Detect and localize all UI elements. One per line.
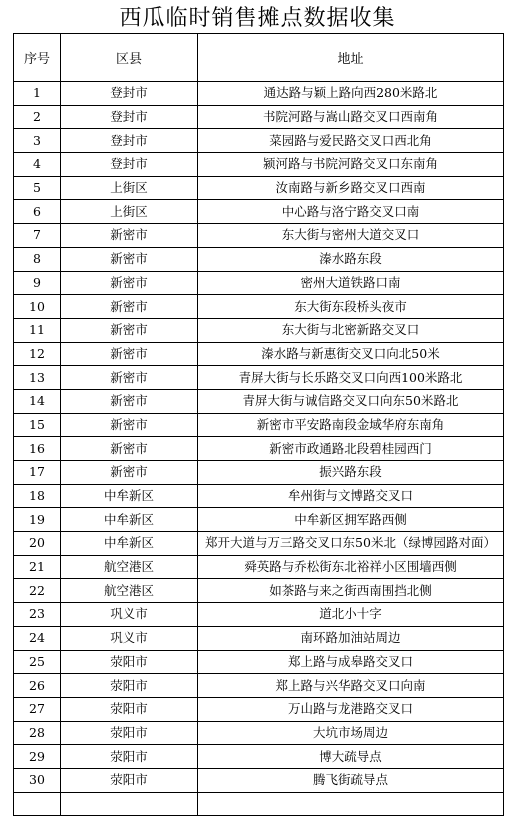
cell-district: 荥阳市: [61, 674, 198, 698]
cell-number: 25: [14, 650, 61, 674]
table-row: [14, 650, 504, 674]
cell-district: 新密市: [61, 342, 198, 366]
cell-address: 中心路与洛宁路交叉口南: [198, 200, 504, 224]
table-row: [14, 129, 504, 153]
cell-district: 新密市: [61, 437, 198, 461]
cell-address: 腾飞街疏导点: [198, 768, 504, 792]
cell-address: 东大街与密州大道交叉口: [198, 224, 504, 248]
cell-district: 新密市: [61, 461, 198, 485]
cell-number: 12: [14, 342, 61, 366]
cell-address: 书院河路与嵩山路交叉口西南角: [198, 105, 504, 129]
cell-district: 荥阳市: [61, 697, 198, 721]
cell-number: 14: [14, 389, 61, 413]
cell-number: 8: [14, 247, 61, 271]
cell-address: 郑上路与成皋路交叉口: [198, 650, 504, 674]
cell-district: 新密市: [61, 271, 198, 295]
cell-number: 5: [14, 176, 61, 200]
cell-district: 中牟新区: [61, 484, 198, 508]
cell-number: 7: [14, 224, 61, 248]
table-row-empty: [14, 792, 504, 816]
table-row: [14, 153, 504, 177]
cell-address: 大坑市场周边: [198, 721, 504, 745]
cell-district: 新密市: [61, 389, 198, 413]
cell-number: 3: [14, 129, 61, 153]
cell-district: 新密市: [61, 224, 198, 248]
cell-number: 1: [14, 82, 61, 106]
cell-district: 登封市: [61, 82, 198, 106]
cell-district: 荥阳市: [61, 650, 198, 674]
table-row: [14, 224, 504, 248]
cell-district: 新密市: [61, 318, 198, 342]
table-row: [14, 484, 504, 508]
table-row: [14, 603, 504, 627]
cell-address: [198, 792, 504, 816]
table-row: [14, 413, 504, 437]
cell-address: 道北小十字: [198, 603, 504, 627]
cell-address: 通达路与颖上路向西280米路北: [198, 82, 504, 106]
cell-district: 登封市: [61, 129, 198, 153]
cell-number: 13: [14, 366, 61, 390]
cell-address: 郑上路与兴华路交叉口向南: [198, 674, 504, 698]
column-header-district: 区县: [61, 34, 198, 82]
cell-address: 新密市平安路南段金域华府东南角: [198, 413, 504, 437]
cell-address: 颍河路与书院河路交叉口东南角: [198, 153, 504, 177]
table-row: [14, 176, 504, 200]
cell-number: 9: [14, 271, 61, 295]
cell-district: 荥阳市: [61, 721, 198, 745]
cell-number: 2: [14, 105, 61, 129]
cell-number: 27: [14, 697, 61, 721]
table-row: [14, 366, 504, 390]
table-row: [14, 508, 504, 532]
table-row: [14, 389, 504, 413]
cell-number: 17: [14, 461, 61, 485]
cell-number: 19: [14, 508, 61, 532]
table-row: [14, 437, 504, 461]
cell-district: 新密市: [61, 413, 198, 437]
cell-district: 巩义市: [61, 603, 198, 627]
cell-address: 如茶路与来之街西南围挡北侧: [198, 579, 504, 603]
table-row: [14, 768, 504, 792]
cell-number: 11: [14, 318, 61, 342]
table-row: [14, 532, 504, 556]
table-row: [14, 295, 504, 319]
cell-address: 中牟新区拥军路西侧: [198, 508, 504, 532]
cell-number: 10: [14, 295, 61, 319]
table-row: [14, 674, 504, 698]
cell-number: 24: [14, 626, 61, 650]
cell-district: 中牟新区: [61, 508, 198, 532]
cell-number: 28: [14, 721, 61, 745]
cell-address: 万山路与龙港路交叉口: [198, 697, 504, 721]
table-row: [14, 318, 504, 342]
cell-number: 29: [14, 745, 61, 769]
cell-district: 上街区: [61, 200, 198, 224]
cell-address: 东大街与北密新路交叉口: [198, 318, 504, 342]
document-title: 西瓜临时销售摊点数据收集: [119, 6, 396, 31]
table-row: [14, 105, 504, 129]
cell-address: 南环路加油站周边: [198, 626, 504, 650]
cell-number: 6: [14, 200, 61, 224]
cell-number: 4: [14, 153, 61, 177]
cell-district: [61, 792, 198, 816]
table-row: [14, 579, 504, 603]
cell-district: 中牟新区: [61, 532, 198, 556]
table-row: [14, 721, 504, 745]
table-row: [14, 271, 504, 295]
cell-district: 航空港区: [61, 579, 198, 603]
cell-address: 溱水路东段: [198, 247, 504, 271]
cell-address: 密州大道铁路口南: [198, 271, 504, 295]
table-row: [14, 461, 504, 485]
cell-address: 新密市政通路北段碧桂园西门: [198, 437, 504, 461]
cell-district: 新密市: [61, 295, 198, 319]
cell-number: 18: [14, 484, 61, 508]
cell-district: 新密市: [61, 366, 198, 390]
table-body: [14, 82, 504, 816]
cell-address: 青屏大街与长乐路交叉口向西100米路北: [198, 366, 504, 390]
cell-number: [14, 792, 61, 816]
cell-number: 16: [14, 437, 61, 461]
cell-district: 登封市: [61, 105, 198, 129]
cell-district: 登封市: [61, 153, 198, 177]
cell-address: 博大疏导点: [198, 745, 504, 769]
table-row: [14, 697, 504, 721]
cell-address-text: 郑开大道与万三路交叉口东50米北（绿博园路对面）: [205, 536, 496, 551]
cell-number: 26: [14, 674, 61, 698]
cell-address: 菜园路与爱民路交叉口西北角: [198, 129, 504, 153]
cell-address: 舜英路与乔松街东北裕祥小区围墙西侧: [198, 555, 504, 579]
table-row: [14, 247, 504, 271]
table-row: [14, 745, 504, 769]
cell-district: 新密市: [61, 247, 198, 271]
cell-number: 22: [14, 579, 61, 603]
cell-district: 荥阳市: [61, 768, 198, 792]
cell-number: 21: [14, 555, 61, 579]
cell-address: [198, 532, 504, 556]
cell-number: 20: [14, 532, 61, 556]
cell-address: 振兴路东段: [198, 461, 504, 485]
table-row: [14, 342, 504, 366]
column-header-number: 序号: [14, 34, 61, 82]
cell-number: 23: [14, 603, 61, 627]
stall-table: [13, 33, 504, 816]
cell-address: 青屏大街与诚信路交叉口向东50米路北: [198, 389, 504, 413]
table-row: [14, 626, 504, 650]
column-header-address: 地址: [198, 34, 504, 82]
table-header-row: [14, 34, 504, 82]
cell-district: 上街区: [61, 176, 198, 200]
cell-address: 溱水路与新惠街交叉口向北50米: [198, 342, 504, 366]
table-row: [14, 200, 504, 224]
cell-address: 牟州街与文博路交叉口: [198, 484, 504, 508]
table-row: [14, 82, 504, 106]
table-row: [14, 555, 504, 579]
cell-district: 荥阳市: [61, 745, 198, 769]
cell-address: 东大街东段桥头夜市: [198, 295, 504, 319]
cell-number: 30: [14, 768, 61, 792]
cell-district: 巩义市: [61, 626, 198, 650]
cell-district: 航空港区: [61, 555, 198, 579]
cell-address: 汝南路与新乡路交叉口西南: [198, 176, 504, 200]
cell-number: 15: [14, 413, 61, 437]
